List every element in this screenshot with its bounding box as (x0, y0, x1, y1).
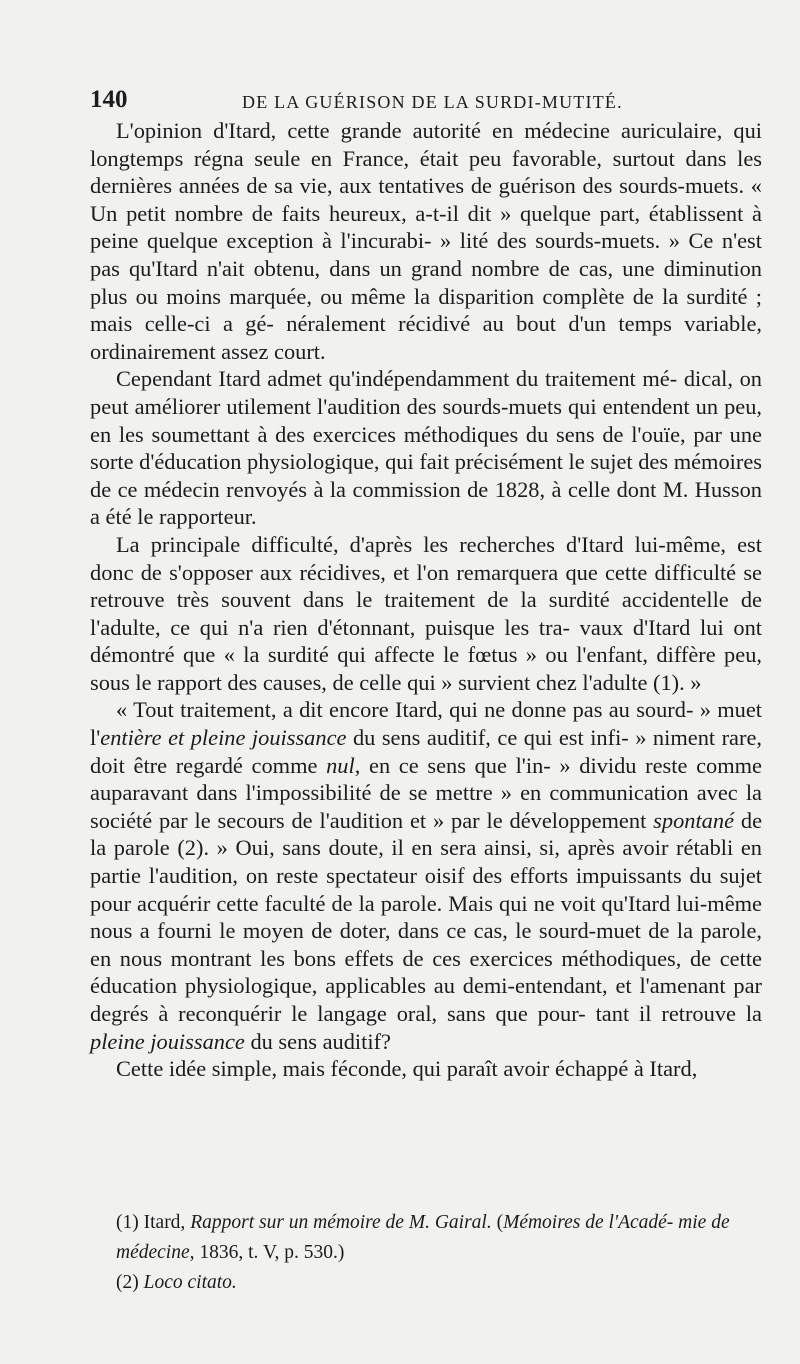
footnote-2-text: Loco citato. (138, 1272, 237, 1293)
footnotes (116, 1208, 766, 1298)
body-text (90, 117, 762, 1083)
paragraph-4-text-2: du sens auditif, ce qui est infi- » niment rare, doit être regardé comme (90, 725, 762, 778)
footnote-2-marker: (2) (116, 1272, 139, 1293)
paragraph-5: Cette idée simple, mais féconde, qui paraît avoir échappé à Itard, (116, 1056, 698, 1082)
paragraph-2: Cependant Itard admet qu'indépendamment du traitement mé- dical, on peut améliorer utilement l'audition des sourds-muets qui entendent un peu, en les soumettant à des exercices méthodiques du sens de l'ouïe, par une sorte d'éducation physiologique, qui fait précisément le sujet des mémoires de ce médecin renvoyés à la commission de 1828, à celle dont M. Husson a été le rapporteur. (90, 366, 762, 530)
paragraph-4-italic-1: entière et pleine jouissance (100, 725, 347, 751)
page-header (90, 86, 760, 118)
footnote-1-middle: ( (491, 1212, 504, 1233)
paragraph-4 (90, 696, 762, 1055)
footnote-2 (116, 1268, 766, 1298)
footnote-1-author: Itard, (138, 1212, 191, 1233)
paragraph-4-italic-4: pleine jouissance (90, 1028, 245, 1054)
paragraph-4-text-4: de la parole (2). » Oui, sans doute, il en sera ainsi, si, après avoir rétabli en partie l'audition, on reste spectateur oisif des efforts impuissants du sujet pour acquérir cette faculté de la parole. Mais qui ne voit qu'Itard lui-même nous a fourni le moyen de doter, dans ce cas, le sourd-muet de la parole, en nous montrant les bons effets de ces exercices méthodiques, de cette éducation physiologique, applicables au demi-entendant, et l'amenant par degrés à reconquérir le langage oral, sans que pour- tant il retrouve la (90, 807, 763, 1026)
paragraph-3: La principale difficulté, d'après les recherches d'Itard lui-même, est donc de s'opposer aux récidives, et l'on remarquera que cette difficulté se retrouve très souvent dans le traitement de la surdité accidentelle de l'adulte, ce qui n'a rien d'étonnant, puisque les tra- vaux d'Itard lui ont démontré que « la surdité qui affecte le fœtus » ou l'enfant, diffère peu, sous le rapport des causes, de celle qui » survient chez l'adulte (1). » (90, 531, 762, 695)
footnote-1-marker: (1) (116, 1212, 139, 1233)
paragraph-4-text-3: , en ce sens que l'in- » dividu reste comme auparavant dans l'impossibilité de se mettre » en communication avec la société par le secours de l'audition et » par le développement (90, 752, 762, 833)
paragraph-4-italic-3: spontané (653, 807, 735, 833)
paragraph-4-italic-2: nul (326, 752, 355, 778)
footnote-1 (116, 1208, 766, 1268)
footnote-1-journal: Mémoires de l'Acadé- mie de médecine, (116, 1212, 730, 1263)
paragraph-4-text-1: « Tout traitement, a dit encore Itard, qui ne donne pas au sourd- » muet l' (90, 697, 762, 751)
paragraph-4-text-5: du sens auditif? (244, 1028, 391, 1054)
footnote-1-tail: 1836, t. V, p. 530.) (194, 1242, 345, 1263)
running-title: DE LA GUÉRISON DE LA SURDI-MUTITÉ. (242, 92, 623, 112)
page-number: 140 (90, 86, 128, 113)
paragraph-1: L'opinion d'Itard, cette grande autorité en médecine auriculaire, qui longtemps régna seule en France, était peu favorable, surtout dans les dernières années de sa vie, aux tentatives de guérison des sourds-muets. « Un petit nombre de faits heureux, a-t-il dit » quelque part, établissent à peine quelque exception à l'incurabi- » lité des sourds-muets. » Ce n'est pas qu'Itard n'ait obtenu, dans un grand nombre de cas, une diminution plus ou moins marquée, ou même la disparition complète de la surdité ; mais celle-ci a gé- néralement récidivé au bout d'un temps variable, ordinairement assez court. (90, 118, 762, 364)
footnote-1-title: Rapport sur un mémoire de M. Gairal. (190, 1212, 492, 1233)
